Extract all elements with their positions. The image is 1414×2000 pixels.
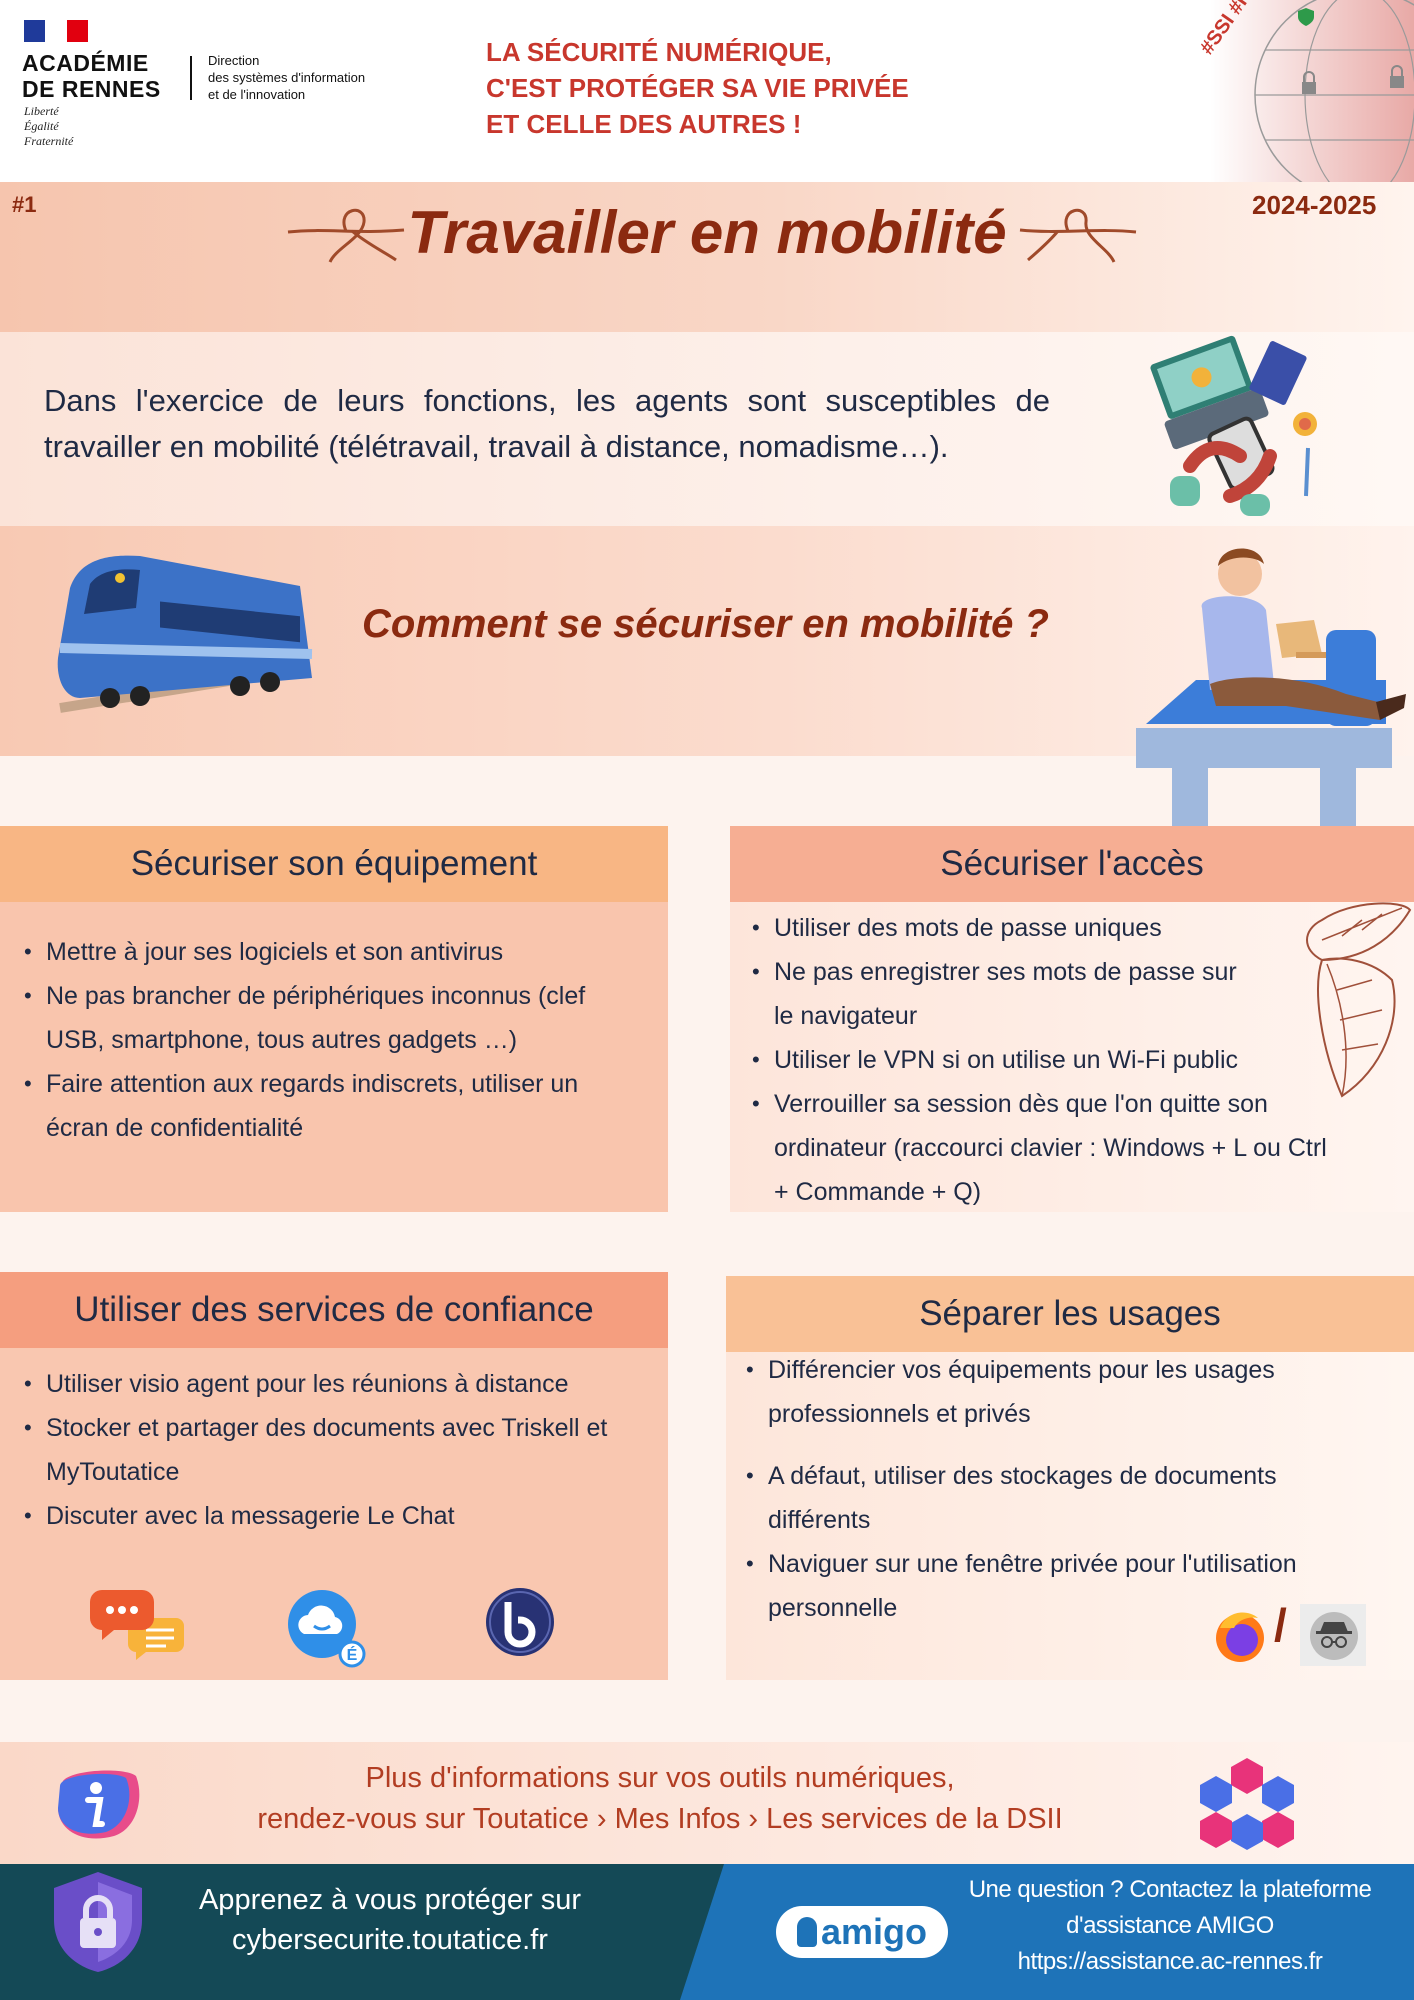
list-item: • Naviguer sur une fenêtre privée pour l'utilisation personnelle [768, 1542, 1368, 1630]
firefox-icon [1212, 1608, 1268, 1664]
list-item: • Utiliser des mots de passe uniques [774, 906, 1334, 950]
assistance-link[interactable]: https://assistance.ac-rennes.fr [1017, 1948, 1323, 1975]
mytoutatice-cloud-icon [286, 1590, 368, 1668]
hexagon-logo-icon [1192, 1754, 1302, 1854]
footer-cyber-text: Apprenez à vous protéger sur cybersecurite.toutatice.fr [160, 1880, 620, 1960]
amigo-logo: amigo [776, 1906, 948, 1958]
list-item: • Stocker et partager des documents avec Triskell et MyToutatice [46, 1406, 646, 1494]
list-item: • A défaut, utiliser des stockages de documents différents [768, 1454, 1368, 1542]
le-chat-icon [88, 1588, 188, 1660]
info-icon [54, 1766, 142, 1840]
visio-agent-bbb-icon [484, 1586, 556, 1658]
card-title: Utiliser des services de confiance [0, 1272, 668, 1348]
list-item: • Différencier vos équipements pour les usages professionnels et privés [768, 1348, 1368, 1436]
leaf-decoration-icon [1282, 900, 1412, 1100]
issue-number: #1 [12, 192, 37, 217]
marianne-flag-logo [24, 20, 88, 42]
private-browsing-icon [1300, 1604, 1366, 1666]
hashtags: #SSI [1196, 10, 1239, 59]
svg-text:É: É [346, 1647, 358, 1664]
direction-label: Direction des systèmes d'information et de l'innovation [208, 53, 366, 102]
card-secure-equipment [0, 826, 668, 1212]
info-text: Plus d'informations sur vos outils numériques, rendez-vous sur Toutatice › Mes Infos › Les services de la DSII [257, 1762, 1063, 1835]
list-item: • Mettre à jour ses logiciels et son antivirus [46, 930, 636, 974]
desk-laptop-illustration [1140, 326, 1340, 516]
list-item: • Verrouiller sa session dès que l'on quitte son ordinateur (raccourci clavier : Windows + L ou Ctrl + Commande + Q) [774, 1082, 1334, 1214]
cybersecurite-link[interactable]: cybersecurite.toutatice.fr [232, 1924, 548, 1956]
shield-lock-icon [50, 1870, 146, 1974]
list-item: • Utiliser le VPN si on utilise un Wi-Fi public [774, 1038, 1334, 1082]
page-title: Travailler en mobilité [407, 199, 1007, 266]
slogan: LA SÉCURITÉ NUMÉRIQUE, C'EST PROTÉGER SA VIE PRIVÉE ET CELLE DES AUTRES ! [486, 37, 909, 139]
list-item: • Faire attention aux regards indiscrets, utiliser un écran de confidentialité [46, 1062, 636, 1150]
question-heading: Comment se sécuriser en mobilité ? [362, 602, 1049, 646]
card-title: Sécuriser son équipement [0, 826, 668, 902]
slash-separator: / [1274, 1599, 1287, 1651]
card-title: Séparer les usages [726, 1276, 1414, 1352]
footer-amigo-text: Une question ? Contactez la plateforme d'assistance AMIGO https://assistance.ac-rennes.fr [950, 1872, 1390, 1980]
list-item: • Discuter avec la messagerie Le Chat [46, 1494, 646, 1538]
school-year: 2024-2025 [1252, 190, 1377, 220]
list-item: • Utiliser visio agent pour les réunions à distance [46, 1362, 646, 1406]
card-body [0, 902, 668, 1212]
republic-motto: Liberté Égalité Fraternité [24, 104, 74, 148]
logo-divider [190, 56, 192, 100]
card-title: Sécuriser l'accès [730, 826, 1414, 902]
list-item: • Ne pas brancher de périphériques inconnus (clef USB, smartphone, tous autres gadgets …) [46, 974, 636, 1062]
intro-text: Dans l'exercice de leurs fonctions, les agents sont susceptibles de travailler en mobilité (télétravail, travail à distance, nomadisme…). [44, 383, 1050, 464]
person-on-bench-illustration [1136, 534, 1406, 830]
globe-lock-illustration [1210, 0, 1414, 182]
train-illustration [50, 548, 320, 730]
list-item: • Ne pas enregistrer ses mots de passe sur le navigateur [774, 950, 1334, 1038]
institution-name: ACADÉMIE DE RENNES [22, 50, 161, 102]
amigo-person-icon [797, 1917, 817, 1947]
